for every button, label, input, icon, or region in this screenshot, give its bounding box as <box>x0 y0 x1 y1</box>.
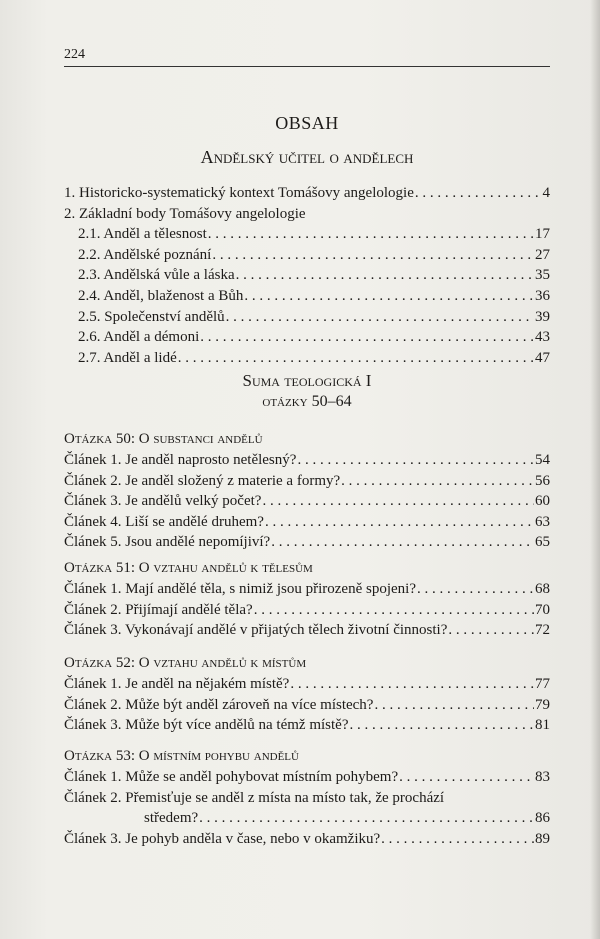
question-53 <box>64 746 550 849</box>
toc-entry-continuation[interactable] <box>64 808 550 829</box>
toc-entry-title: Článek 2. Přemisťuje se anděl z místa na místo tak, že prochází <box>64 789 445 806</box>
toc-entry-page: 4 <box>542 185 550 201</box>
question-heading: Otázka 52: O vztahu andělů k místům <box>64 655 307 671</box>
toc-entry-title: 1. Historicko-systematický kontext Tomášovy angelologie <box>64 185 414 201</box>
leader-dots <box>200 327 534 348</box>
question-50 <box>64 429 550 553</box>
toc-entry-title: Článek 1. Může se anděl pohybovat místním pohybem? <box>64 769 399 785</box>
toc-entry-title: Článek 2. Může být anděl zároveň na více místech? <box>64 696 374 713</box>
toc-entry[interactable] <box>64 307 550 328</box>
leader-dots <box>297 450 534 471</box>
toc-entry-page: 54 <box>535 452 550 468</box>
contents-title: OBSAH <box>275 113 339 133</box>
toc-entry-page: 72 <box>535 622 550 639</box>
toc-entry-page: 39 <box>535 308 550 325</box>
toc-entry[interactable] <box>64 183 550 204</box>
toc-entry[interactable] <box>64 491 550 512</box>
toc-entry-page: 27 <box>535 246 550 263</box>
leader-dots <box>417 579 534 600</box>
toc-entry[interactable] <box>64 265 550 286</box>
toc-entry-page: 79 <box>535 696 550 713</box>
toc-entry[interactable] <box>64 348 550 369</box>
toc-entry-title: Článek 4. Liší se andělé druhem? <box>64 513 264 530</box>
toc-entry-title: 2. Základní body Tomášovy angelologie <box>64 205 306 222</box>
leader-dots <box>448 620 534 641</box>
toc-entry-page: 70 <box>535 601 550 618</box>
toc-entry-title: Článek 1. Je anděl naprosto netělesný? <box>64 452 297 468</box>
header-rule <box>64 66 550 67</box>
leader-dots <box>178 348 534 369</box>
toc-entry-page: 77 <box>535 676 550 692</box>
leader-dots <box>254 600 534 621</box>
toc-entry-title: Článek 1. Je anděl na nějakém místě? <box>64 676 290 692</box>
leader-dots <box>271 532 534 553</box>
toc-entry-title: Článek 5. Jsou andělé nepomíjiví? <box>64 534 271 551</box>
toc-entry-page: 81 <box>535 717 550 734</box>
toc-entry-title: 2.7. Anděl a lidé <box>78 349 177 366</box>
toc-entry-title: 2.3. Andělská vůle a láska <box>78 267 235 284</box>
part1-toc <box>64 183 550 368</box>
toc-entry[interactable] <box>64 450 550 471</box>
toc-entry[interactable] <box>64 245 550 266</box>
section-heading <box>64 370 550 412</box>
toc-entry[interactable] <box>64 286 550 307</box>
leader-dots <box>290 674 534 695</box>
toc-entry[interactable] <box>64 788 550 809</box>
question-52 <box>64 653 550 736</box>
toc-entry[interactable] <box>64 204 550 225</box>
toc-entry-title: Článek 2. Přijímají andělé těla? <box>64 601 253 618</box>
toc-entry[interactable] <box>64 767 550 788</box>
toc-entry-page: 43 <box>535 329 550 346</box>
toc-entry-page: 89 <box>535 830 550 847</box>
toc-entry-title: Článek 3. Může být více andělů na témž místě? <box>64 717 349 734</box>
leader-dots <box>199 808 534 829</box>
question-heading: Otázka 50: O substanci andělů <box>64 431 263 447</box>
toc-entry[interactable] <box>64 600 550 621</box>
question-51 <box>64 558 550 641</box>
section-title: Suma teologická I <box>242 371 372 390</box>
toc-entry[interactable] <box>64 620 550 641</box>
leader-dots <box>265 512 534 533</box>
toc-entry-page: 68 <box>535 581 550 597</box>
leader-dots <box>244 286 534 307</box>
toc-entry-page: 65 <box>535 534 550 551</box>
page-gutter-shadow <box>590 0 600 939</box>
leader-dots <box>341 471 534 492</box>
toc-entry-page: 36 <box>535 287 550 304</box>
toc-entry-title: Článek 3. Vykonávají andělé v přijatých tělech životní činnosti? <box>64 622 448 639</box>
toc-entry-title: Článek 1. Mají andělé těla, s nimiž jsou přirozeně spojeni? <box>64 581 416 597</box>
part-heading: Andělský učitel o andělech <box>200 147 414 167</box>
leader-dots <box>415 183 542 204</box>
toc-entry-title: středem? <box>144 810 199 827</box>
toc-entry-title: Článek 2. Je anděl složený z materie a formy? <box>64 472 341 489</box>
toc-entry[interactable] <box>64 579 550 600</box>
toc-entry-title: 2.4. Anděl, blaženost a Bůh <box>78 287 244 304</box>
toc-entry-page: 83 <box>535 769 550 785</box>
toc-entry-page: 63 <box>535 513 550 530</box>
page-number: 224 <box>64 47 85 62</box>
leader-dots <box>350 715 535 736</box>
toc-entry[interactable] <box>64 532 550 553</box>
leader-dots <box>208 224 534 245</box>
toc-entry[interactable] <box>64 471 550 492</box>
leader-dots <box>399 767 534 788</box>
toc-entry[interactable] <box>64 695 550 716</box>
toc-entry[interactable] <box>64 829 550 850</box>
leader-dots <box>374 695 534 716</box>
leader-dots <box>236 265 534 286</box>
leader-dots <box>212 245 534 266</box>
toc-entry[interactable] <box>64 224 550 245</box>
toc-entry[interactable] <box>64 674 550 695</box>
toc-entry-page: 60 <box>535 493 550 510</box>
leader-dots <box>381 829 534 850</box>
running-header <box>64 47 550 67</box>
leader-dots <box>262 491 534 512</box>
toc-entry-title: 2.2. Andělské poznání <box>78 246 212 263</box>
toc-entry-title: 2.5. Společenství andělů <box>78 308 225 325</box>
toc-entry-page: 56 <box>535 472 550 489</box>
toc-entry-title: 2.1. Anděl a tělesnost <box>78 226 207 243</box>
toc-entry-page: 86 <box>535 810 550 827</box>
question-heading: Otázka 51: O vztahu andělů k tělesům <box>64 560 313 576</box>
toc-entry-title: 2.6. Anděl a démoni <box>78 329 200 346</box>
toc-entry-title: Článek 3. Je pohyb anděla v čase, nebo v okamžiku? <box>64 830 381 847</box>
toc-entry-title: Článek 3. Je andělů velký počet? <box>64 493 262 510</box>
toc-entry-page: 35 <box>535 267 550 284</box>
toc-entry-page: 47 <box>535 349 550 366</box>
section-subtitle: otázky 50–64 <box>262 393 352 410</box>
toc-entry[interactable] <box>64 715 550 736</box>
toc-entry[interactable] <box>64 512 550 533</box>
toc-entry-page: 17 <box>535 226 550 243</box>
toc-entry[interactable] <box>64 327 550 348</box>
question-heading: Otázka 53: O místním pohybu andělů <box>64 748 299 764</box>
leader-dots <box>226 307 534 328</box>
